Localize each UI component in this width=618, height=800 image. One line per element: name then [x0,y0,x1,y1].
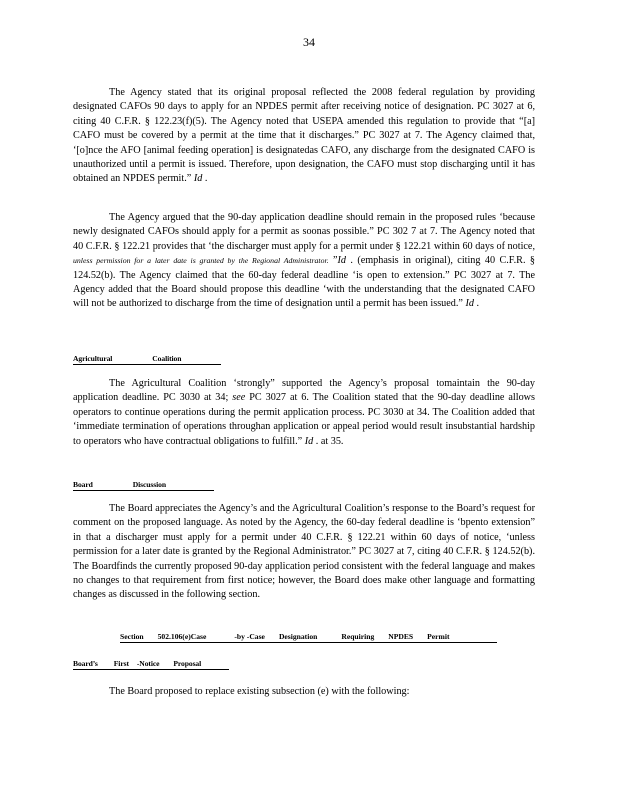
section-heading [120,632,497,643]
paragraph-text: The Board appreciates the Agency’s and the Agricultural Coalition’s response to the Board’s request for comment on the proposed language. As noted by the Agency, the 60-day federal deadline is ‘bpento extension” in that a discharger must apply for a permit under 40 C.F.R. § 122.21 within 60 days of notice, ‘unless permission for a later date is granted by the Regional Administrator.” PC 3027 at 7, citing 40 C.F.R. § 124.52(b). The Boardfinds the currently proposed 90-day application period consistent with the federal language and makes no changes to that requirement from first notice; however, the Board does make other language and formatting changes as discussed in the following section. [73,503,535,601]
heading-word: Coalition [152,354,182,363]
paragraph-agency-original-proposal [73,86,535,187]
page-number: 34 [303,35,315,49]
heading-agricultural-coalition [73,354,221,365]
heading-word: 502.106(e)Case [157,632,207,641]
heading-word: Discussion [132,480,166,489]
heading-word: -by -Case [234,632,265,641]
paragraph-text: The Agency argued that the 90-day application deadline should remain in the proposed rules ‘because newly designated CAFOs should apply for a permit as soonas possible.” PC 302 7 at 7. The Agency noted that 40 C.F.R. § 122.21 provides that ‘the discharger must apply for a permit under § 122.21 within 60 days of notice, [73,212,535,252]
heading-board-discussion [73,480,214,491]
id-citation: Id [193,173,203,185]
paragraph-agency-argued [73,211,535,312]
paragraph-text: . at 35. [313,435,344,447]
paragraph-agricultural-coalition [73,377,535,449]
paragraph-board-discussion [73,502,535,603]
heading-word: Section [120,632,144,641]
heading-word: Requiring [341,632,375,641]
heading-word: Board’s [73,659,98,668]
paragraph-text: . (emphasis in original), citing 40 C.F.R. § 124.52(b). The Agency claimed that the 60-day federal deadline ‘is open to extension.” PC 3027 at 7. The Agency added that the Board should propose this deadline ‘with the understanding that the designated CAFO will not be authorized to discharge from the time of designation until a permit has been issued.” [73,255,535,310]
paragraph-text: The Board proposed to replace existing subsection (e) with the following: [109,686,410,697]
paragraph-text: PC 3027 at 6. The Coalition stated that the 90-day deadline allows operators to continue operations during the permit application process. PC 3030 at 34. The Coalition added that ‘immediate termination of operations throughan application or appeal period would result insubstantial hardship to operators who have contractual obligations to fulfill.” [73,392,535,447]
heading-word: Designation [278,632,318,641]
heading-word: -Notice [136,659,160,668]
id-citation: Id [337,255,347,267]
paragraph-text: . [474,298,480,310]
heading-first-notice-proposal [73,659,229,670]
heading-word: NPDES [388,632,414,641]
heading-word: First [113,659,129,668]
id-citation: Id [304,435,314,447]
id-citation: Id [465,298,474,310]
paragraph-text: The Agency stated that its original proposal reflected the 2008 federal regulation by providing designated CAFOs 90 days to apply for an NPDES permit after receiving notice of designation. PC 3027 at 6, citing 40 C.F.R. § 122.23(f)(5). The Agency noted that USEPA amended this regulation to provide that “[a] CAFO must be covered by a permit at the time that it discharges.” PC 3027 at 7. The Agency claimed that, ‘[o]nce the AFO [animal feeding operation] is designatedas CAFO, any discharge from the designated CAFO is unauthorized until a permit is issued. Therefore, upon designation, the CAFO must stop discharging until it has obtained an NPDES permit.” [73,87,535,185]
paragraph-text: . [202,173,208,185]
heading-word: Permit [427,632,450,641]
paragraph-board-proposed [73,685,535,699]
heading-word: Agricultural [73,354,113,363]
heading-word: Board [73,480,93,489]
paragraph-text: ” [328,255,338,267]
paragraph-text: The Agricultural Coalition ‘strongly” supported the Agency’s proposal tomaintain the 90-day application deadline. PC 3030 at 34; [73,378,535,404]
see-signal: see [232,392,246,404]
heading-word: Proposal [173,659,202,668]
emphasis-text: unless permission for a later date is granted by the Regional Administrator. [73,256,329,266]
